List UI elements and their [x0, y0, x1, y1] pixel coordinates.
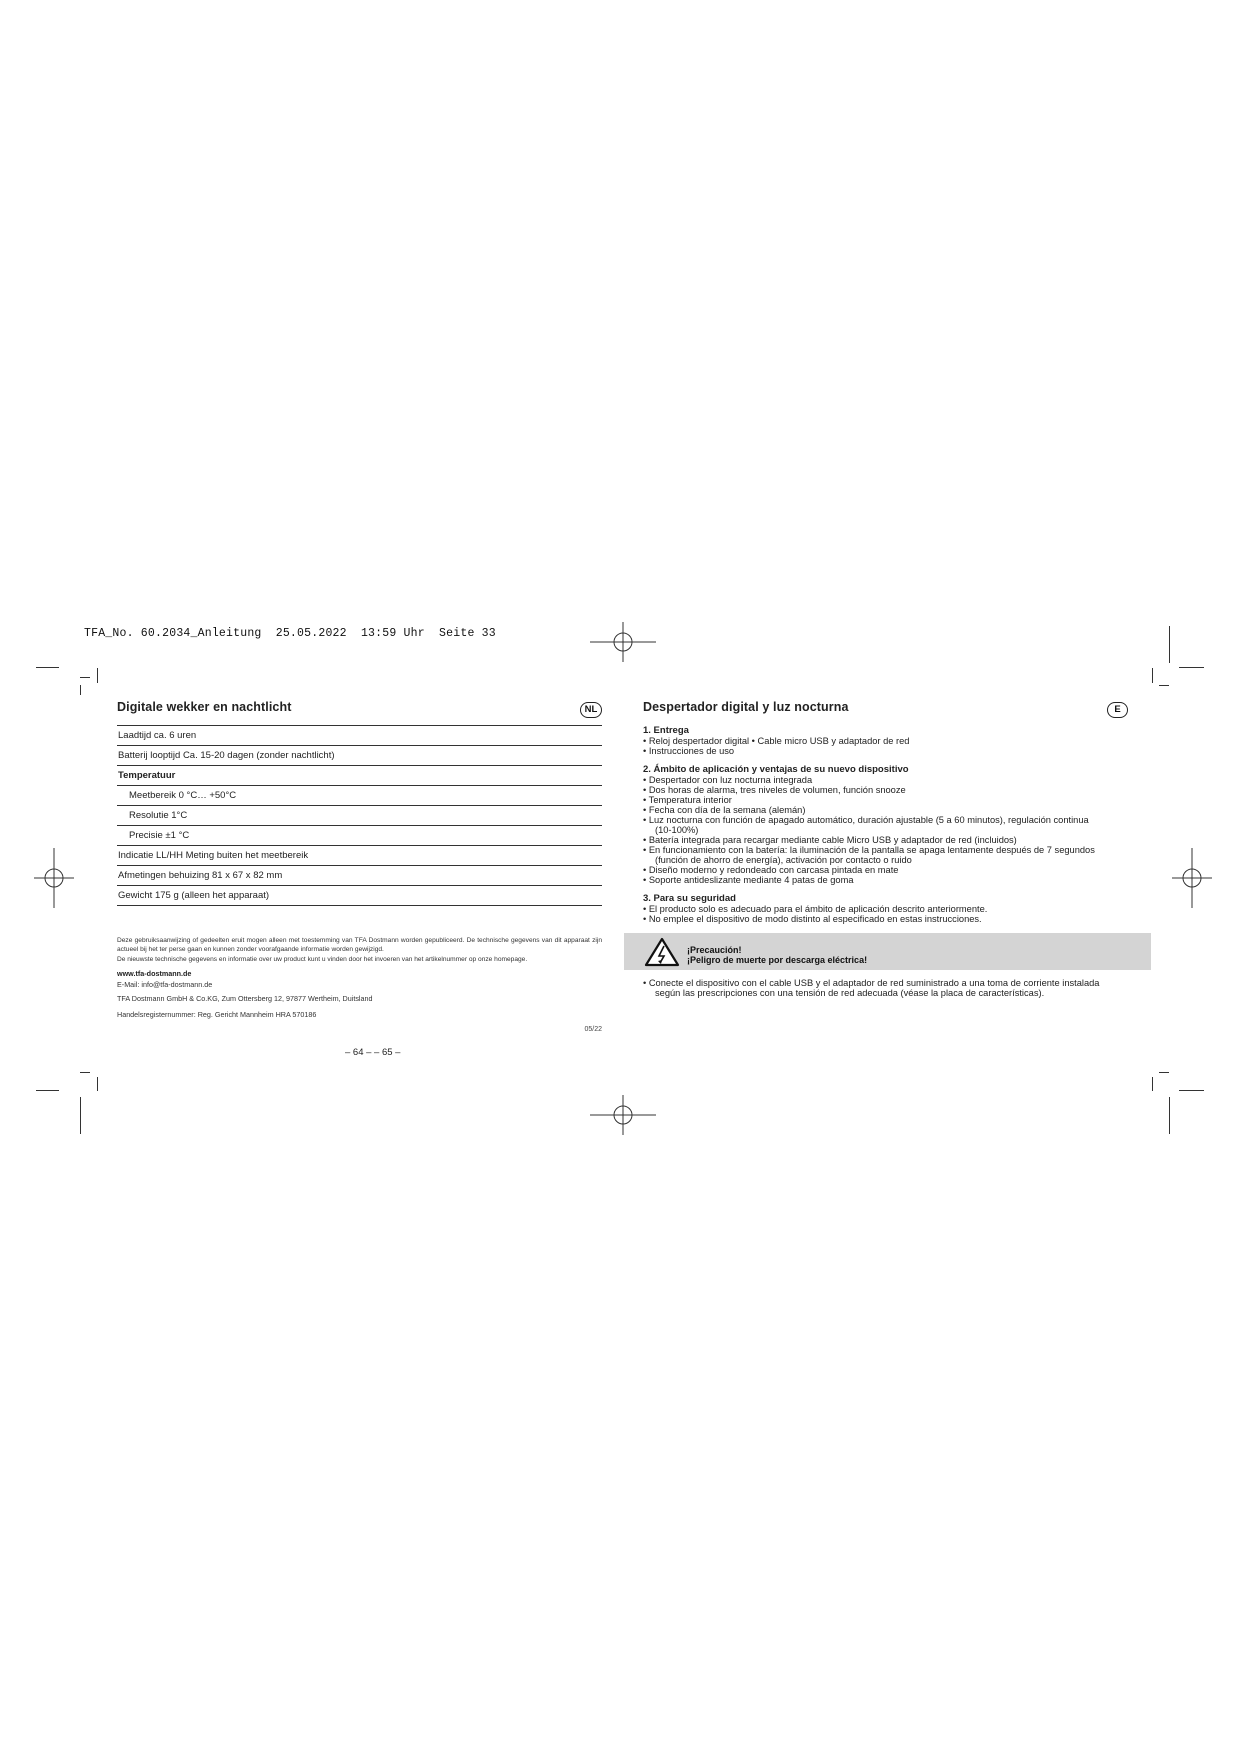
crop-mark-top-right-v: [1169, 626, 1170, 663]
section-2-list: [643, 775, 1133, 885]
section-2-heading: 2. Ámbito de aplicación y ventajas de su nuevo dispositivo: [643, 764, 909, 775]
warning-subtitle: ¡Peligro de muerte por descarga eléctrica!: [687, 955, 868, 965]
spec-cell: Afmetingen behuizing 81 x 67 x 82 mm: [117, 866, 602, 886]
crop-mark-bottom-left-h: [36, 1090, 59, 1091]
crop-mark-top-left-h2: [80, 677, 90, 678]
spec-cell: Batterij looptijd Ca. 15-20 dagen (zonder nachtlicht): [117, 746, 602, 766]
list-item: • Dos horas de alarma, tres niveles de volumen, función snooze: [643, 785, 906, 795]
crop-mark-bottom-left-h2: [80, 1072, 90, 1073]
spec-cell: Resolutie 1°C: [117, 806, 602, 826]
crop-mark-bottom-right-v: [1169, 1097, 1170, 1134]
list-item: • Despertador con luz nocturna integrada: [643, 775, 813, 785]
list-item: • Batería integrada para recargar mediante cable Micro USB y adaptador de red (incluidos): [643, 835, 1017, 845]
spec-row: [117, 826, 602, 846]
lang-badge-nl: NL: [580, 702, 602, 718]
crop-mark-bottom-right-h: [1179, 1090, 1204, 1091]
crop-mark-top-left-v: [80, 685, 81, 695]
register-text: Handelsregisternummer: Reg. Gericht Mannheim HRA 570186: [117, 1010, 317, 1020]
list-item: • No emplee el dispositivo de modo distinto al especificado en estas instrucciones.: [643, 914, 982, 924]
warning-title: ¡Precaución!: [687, 945, 742, 955]
list-item: • Fecha con día de la semana (alemán): [643, 805, 806, 815]
spec-row: [117, 726, 602, 746]
list-item: • El producto solo es adecuado para el ámbito de aplicación descrito anteriormente.: [643, 904, 988, 914]
email-text: E-Mail: info@tfa-dostmann.de: [117, 980, 213, 990]
crop-mark-top-right-h: [1179, 667, 1204, 668]
spec-row: [117, 886, 602, 906]
list-item: • Instrucciones de uso: [643, 746, 735, 756]
spec-cell: Temperatuur: [117, 766, 602, 786]
list-item: • Temperatura interior: [643, 795, 732, 805]
crop-mark-bottom-right-h2: [1159, 1072, 1169, 1073]
list-item: • Reloj despertador digital • Cable micro USB y adaptador de red: [643, 736, 910, 746]
crop-mark-bottom-left-v: [80, 1097, 81, 1134]
spec-cell: Laadtijd ca. 6 uren: [117, 726, 602, 746]
section-1-heading: 1. Entrega: [643, 725, 689, 736]
right-page: [643, 700, 1133, 998]
spec-row: [117, 766, 602, 786]
list-item: según las prescripciones con una tensión de red adecuada (véase la placa de características).: [655, 988, 1045, 998]
specs-table: [117, 725, 602, 906]
section-3-list: [643, 904, 1133, 924]
crop-mark-top-right-h2: [1159, 685, 1169, 686]
disclaimer-text-2: De nieuwste technische gegevens en informatie over uw product kunt u vinden door het invoeren van het artikelnummer op onze homepage.: [117, 955, 528, 963]
crop-mark-top-left-h: [36, 667, 59, 668]
print-slug: TFA_No. 60.2034_Anleitung 25.05.2022 13:59 Uhr Seite 33: [84, 627, 496, 640]
crop-mark-bottom-right-v2: [1152, 1077, 1153, 1091]
spec-row: [117, 846, 602, 866]
list-item: (función de ahorro de energía), activación por contacto o ruido: [655, 855, 912, 865]
list-item: (10-100%): [655, 825, 699, 835]
crop-mark-top-left-v2: [97, 668, 98, 683]
warning-text: [687, 945, 867, 965]
lang-badge-e: E: [1107, 702, 1128, 718]
right-page-title: Despertador digital y luz nocturna: [643, 700, 849, 714]
spec-cell: Indicatie LL/HH Meting buiten het meetbereik: [117, 846, 602, 866]
left-page-title: Digitale wekker en nachtlicht: [117, 700, 292, 714]
crop-mark-bottom-left-v2: [97, 1077, 98, 1091]
spec-row: [117, 746, 602, 766]
registration-mark-top: [588, 622, 658, 662]
spec-cell: Meetbereik 0 °C… +50°C: [117, 786, 602, 806]
electric-hazard-icon: [644, 937, 680, 967]
list-item: • Luz nocturna con función de apagado automático, duración ajustable (5 a 60 minutos), regulación continua: [643, 815, 1089, 825]
section-1-list: [643, 736, 1133, 756]
disclaimer: [117, 936, 602, 964]
spec-row: [117, 786, 602, 806]
spec-cell: Gewicht 175 g (alleen het apparaat): [117, 886, 602, 906]
registration-mark-bottom: [588, 1095, 658, 1135]
spec-row: [117, 866, 602, 886]
disclaimer-text-1: Deze gebruiksaanwijzing of gedeelten eruit mogen alleen met toestemming van TFA Dostmann worden gepubliceerd. De technische gegevens van dit apparaat zijn actueel bij het ter perse gaan en kunnen zonder voorafgaande informatie worden gewijzigd.: [117, 937, 602, 954]
section-3-heading: 3. Para su seguridad: [643, 893, 736, 904]
registration-mark-right: [1172, 848, 1212, 908]
page-numbers: – 64 – – 65 –: [345, 1047, 401, 1058]
spec-row: [117, 806, 602, 826]
list-item: • Conecte el dispositivo con el cable USB y el adaptador de red suministrado a una toma de corriente instalada: [643, 978, 1100, 988]
list-item: • En funcionamiento con la batería: la iluminación de la pantalla se apaga lentamente después de 7 segundos: [643, 845, 1095, 855]
crop-mark-top-right-v2: [1152, 668, 1153, 683]
website-link[interactable]: www.tfa-dostmann.de: [117, 969, 192, 979]
left-page: [117, 700, 602, 1033]
warning-box: [624, 933, 1151, 970]
address-text: TFA Dostmann GmbH & Co.KG, Zum Ottersberg 12, 97877 Wertheim, Duitsland: [117, 994, 373, 1004]
list-item: • Diseño moderno y redondeado con carcasa pintada en mate: [643, 865, 899, 875]
spec-cell: Precisie ±1 °C: [117, 826, 602, 846]
registration-mark-left: [34, 848, 74, 908]
list-item: • Soporte antideslizante mediante 4 patas de goma: [643, 875, 854, 885]
section-3-after-list: [643, 978, 1133, 998]
version-code: 05/22: [584, 1026, 602, 1033]
